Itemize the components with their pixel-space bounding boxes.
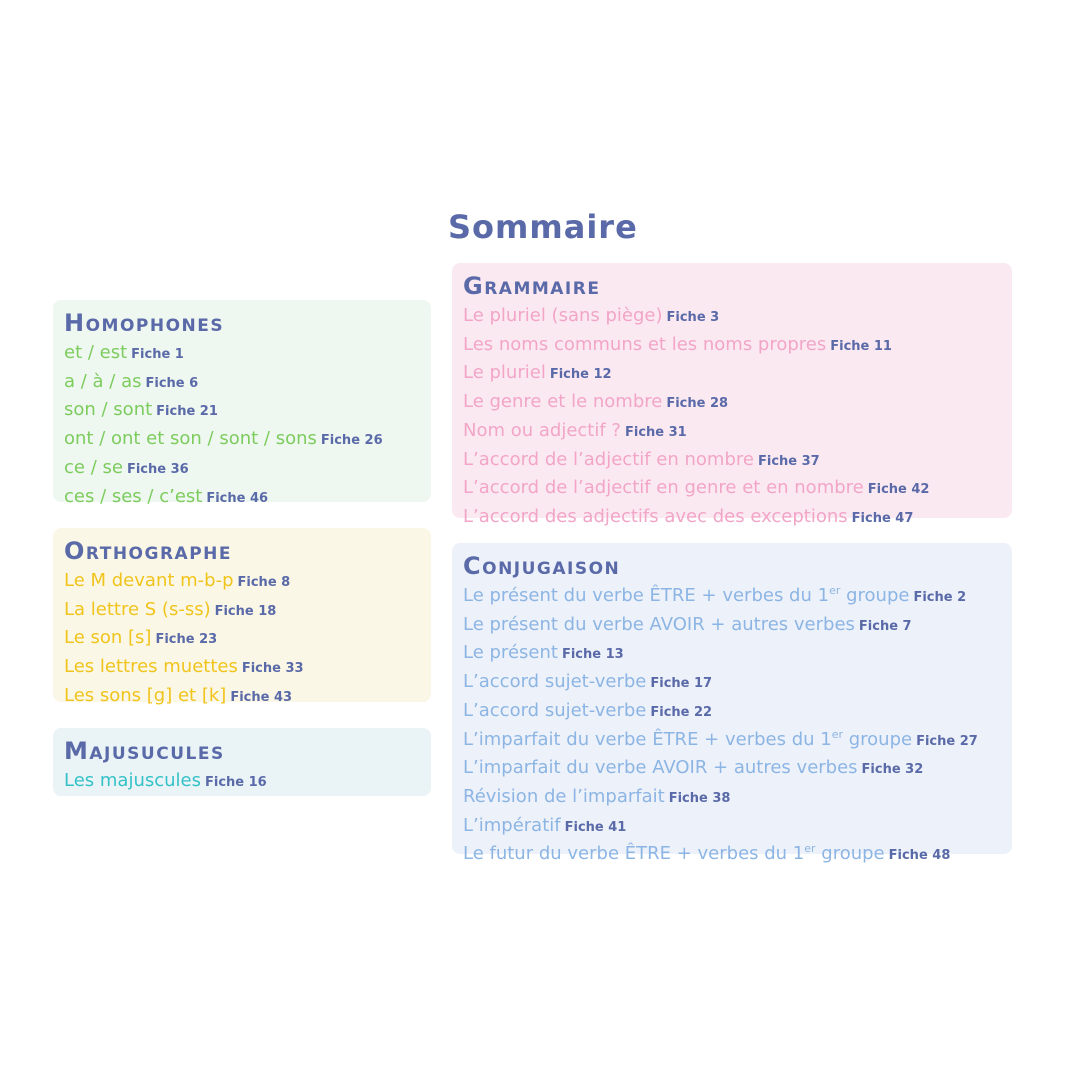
fiche-ref: Fiche 38 [668, 790, 731, 806]
item-label-end: groupe [840, 585, 910, 606]
list-item[interactable] [463, 504, 1000, 533]
section-heading: Majusucules [64, 737, 225, 765]
list-item[interactable] [463, 727, 1000, 756]
item-label: a / à / as [64, 370, 142, 392]
list-item[interactable] [463, 418, 1000, 447]
fiche-ref: Fiche 27 [916, 733, 978, 749]
item-label: Le genre et le nombre [463, 391, 663, 413]
list-item[interactable] [64, 768, 419, 797]
list-item[interactable] [463, 389, 1000, 418]
item-label: Les majuscules [64, 770, 201, 791]
fiche-ref: Fiche 6 [145, 375, 199, 391]
item-label-end: groupe [815, 843, 885, 865]
fiche-ref: Fiche 47 [851, 510, 914, 526]
list-item[interactable] [463, 360, 1000, 389]
item-label-end: groupe [843, 728, 913, 750]
section-conjugaison [452, 543, 1012, 865]
list-item[interactable] [463, 475, 1000, 504]
item-label: et / est [64, 342, 128, 363]
list-item[interactable] [463, 698, 1000, 727]
list-item[interactable] [64, 397, 419, 426]
section-grammaire [452, 263, 1012, 527]
item-sup: er [804, 842, 816, 856]
item-label: Le présent du verbe AVOIR + autres verbes [463, 613, 855, 635]
list-item[interactable] [463, 583, 1000, 612]
section-homophones [53, 300, 431, 507]
item-label: Les sons [g] et [k] [64, 684, 227, 706]
section-orthographe [53, 528, 431, 706]
list-item[interactable] [463, 612, 1000, 641]
fiche-ref: Fiche 41 [564, 819, 627, 835]
fiche-ref: Fiche 2 [913, 590, 967, 605]
page-title: Sommaire [448, 208, 638, 246]
list-item[interactable] [463, 813, 1000, 842]
fiche-ref: Fiche 12 [549, 367, 612, 383]
item-label: Le M devant m-b-p [64, 570, 234, 591]
fiche-ref: Fiche 43 [230, 689, 293, 705]
list-item[interactable] [64, 683, 419, 712]
item-label: Le pluriel (sans piège) [463, 305, 663, 326]
fiche-ref: Fiche 13 [561, 647, 624, 663]
list-item[interactable] [64, 455, 419, 484]
list-item[interactable] [64, 654, 419, 683]
item-label: L’impératif [463, 814, 561, 836]
fiche-ref: Fiche 11 [830, 338, 892, 354]
item-label: Nom ou adjectif ? [463, 419, 621, 441]
fiche-ref: Fiche 33 [241, 661, 304, 677]
fiche-ref: Fiche 48 [888, 848, 951, 864]
section-heading: Grammaire [463, 272, 601, 300]
item-label: Le présent du verbe ÊTRE + verbes du 1 [463, 585, 830, 606]
item-label: ont / ont et son / sont / sons [64, 428, 317, 450]
item-label: Le son [s] [64, 627, 152, 649]
list-item[interactable] [64, 340, 419, 369]
fiche-ref: Fiche 28 [666, 396, 729, 412]
list-item[interactable] [64, 625, 419, 654]
list-item[interactable] [463, 784, 1000, 813]
list-item[interactable] [463, 447, 1000, 476]
fiche-ref: Fiche 32 [861, 762, 924, 778]
list-item[interactable] [64, 597, 419, 626]
fiche-ref: Fiche 26 [320, 433, 383, 449]
item-label: ces / ses / c’est [64, 485, 203, 507]
list-item[interactable] [64, 369, 419, 398]
list-item[interactable] [463, 669, 1000, 698]
item-label: L’accord des adjectifs avec des exceptions [463, 505, 848, 527]
list-item[interactable] [463, 332, 1000, 361]
item-sup: er [831, 727, 843, 741]
item-label: L’accord de l’adjectif en genre et en nombre [463, 477, 864, 499]
list-item[interactable] [64, 426, 419, 455]
fiche-ref: Fiche 46 [206, 490, 269, 506]
item-label: L’imparfait du verbe AVOIR + autres verbes [463, 757, 858, 779]
item-label: Les lettres muettes [64, 656, 238, 678]
fiche-ref: Fiche 1 [131, 347, 184, 362]
section-heading: Orthographe [64, 537, 233, 565]
item-label: L’imparfait du verbe ÊTRE + verbes du 1 [463, 728, 832, 750]
item-label: Le pluriel [463, 362, 546, 384]
fiche-ref: Fiche 7 [858, 618, 912, 634]
item-label: La lettre S (s-ss) [64, 598, 211, 620]
fiche-ref: Fiche 3 [666, 310, 720, 325]
fiche-ref: Fiche 16 [205, 775, 267, 790]
fiche-ref: Fiche 22 [650, 704, 713, 720]
list-item[interactable] [64, 484, 419, 513]
item-label: son / sont [64, 399, 153, 421]
fiche-ref: Fiche 18 [214, 603, 277, 619]
item-label: Les noms communs et les noms propres [463, 333, 827, 355]
item-sup: er [829, 584, 841, 597]
item-label: L’accord sujet-verbe [463, 699, 647, 721]
fiche-ref: Fiche 21 [156, 404, 218, 420]
section-majuscules [53, 728, 431, 796]
item-label: Le futur du verbe ÊTRE + verbes du 1 [463, 843, 805, 865]
list-item[interactable] [463, 841, 1000, 870]
fiche-ref: Fiche 17 [650, 676, 713, 692]
section-heading: Homophones [64, 309, 225, 337]
list-item[interactable] [64, 568, 419, 597]
list-item[interactable] [463, 303, 1000, 332]
item-label: Révision de l’imparfait [463, 785, 665, 807]
list-item[interactable] [463, 640, 1000, 669]
section-heading: Conjugaison [463, 552, 621, 580]
item-label: ce / se [64, 456, 123, 478]
item-label: L’accord de l’adjectif en nombre [463, 448, 754, 470]
fiche-ref: Fiche 23 [155, 632, 218, 648]
fiche-ref: Fiche 8 [237, 575, 291, 590]
fiche-ref: Fiche 42 [867, 482, 930, 498]
item-label: Le présent [463, 642, 558, 664]
fiche-ref: Fiche 31 [624, 424, 687, 440]
fiche-ref: Fiche 37 [757, 453, 820, 469]
fiche-ref: Fiche 36 [126, 461, 189, 477]
item-label: L’accord sujet-verbe [463, 671, 647, 693]
list-item[interactable] [463, 755, 1000, 784]
